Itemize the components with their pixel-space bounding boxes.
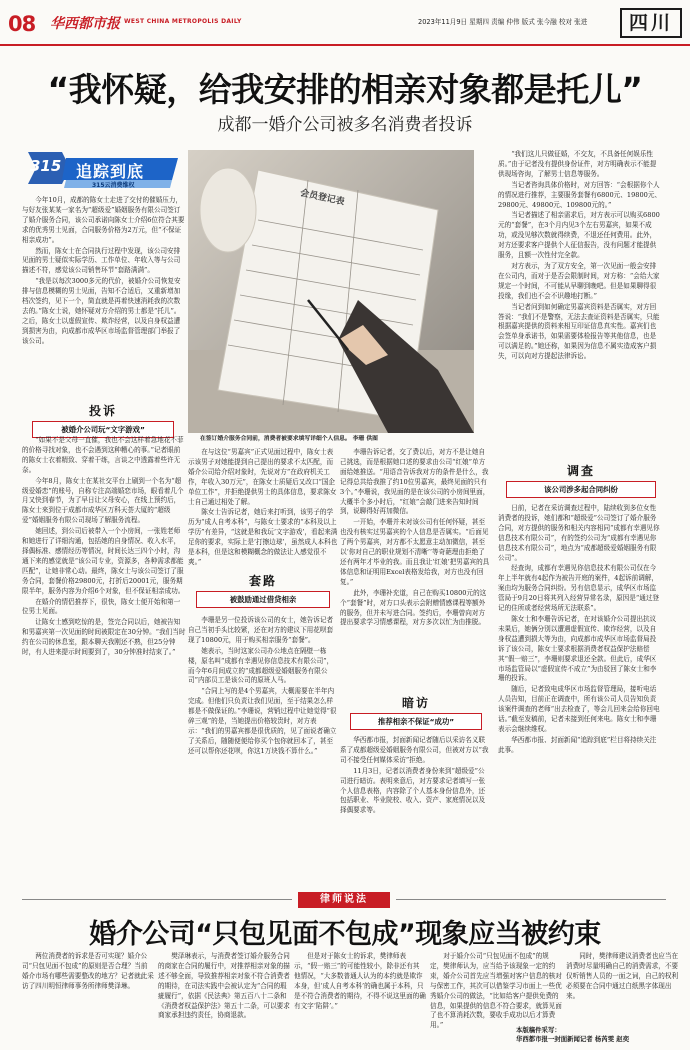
section-header-undercover [350,694,482,730]
undercover-continued-column [498,150,662,363]
section-tag: 投诉 [88,404,117,418]
trap-paragraph: 李珊是另一位投诉该公司的女士，她告诉记者自己当初手头比较紧，还在对方的建议下用花呗套现了10800元，用于购买相亲服务“套餐”。 [188,616,334,644]
section-tag: 暗访 [401,696,430,710]
page-number: 08 [8,12,36,36]
law-paragraph: 同时，樊律师建议消费者也应当在消费时尽量明确自己的消费需求，不要仅听销售人员的一面之词，自己的权利必须要在合同中通过白纸黑字体现出来。 [566,952,679,1000]
law-column [566,952,682,1003]
investigation-paragraph: 经查询，成都有幸遇见你信息技术有限公司仅在今年上半年就有4起作为被告开庭的案件，4起诉前调解，案由均为服务合同纠纷。另有信息显示，成华区市场监管局于9月20日将其列入经营异常名录，原因是“通过登记的住所或者经营场所无法联系”。 [498,564,660,613]
byline [516,1026,686,1044]
undercover-paragraph: 11月3日，记者以消费者身份来到“超级爱”公司进行暗访。表明来意后，对方要求记者填写一张个人信息表格，内容除了个人基本身份信息外，还包括职业、毕业院校、收入、资产、家庭情况以及择偶要求等。 [340,766,486,815]
investigation-paragraph: 日前，记者在采访调查过程中，陆续收到多位女性消费者的投诉，她们都和“超级爱”公司签订了婚介服务合同，对方提供的服务和相关内容相同“成都有幸遇见你信息技术有限公司”，有的签约公司为“成都有幸遇见你信息技术有限公司”，地点为“成都超级爱婚姻服务有限公司”。 [498,504,660,562]
logo-number: 315 [30,157,62,175]
paper-name-en: WEST CHINA METROPOLIS DAILY [124,18,242,25]
undercover-paragraph: 对方表示，为了双方安全，第一次见面一般会安排在公司内，而对于是否会限制时间，对方称：“会给大家规定一个时间，不可能从早聊到晚吧。但是如果聊得很投缘，我们也不会不识趣地打断。” [498,261,660,300]
section-title: 被鼓励通过借贷相亲 [196,591,330,608]
subheadline: 成都一婚介公司被多名消费者投诉 [217,115,473,135]
logo-subtitle: 315云消费维权 [92,182,135,189]
paper-name-logo: 华西都市报 [50,16,120,32]
trap-paragraph: 李珊告诉记者，交了费以后，对方不是让她自己挑选，而是根据她口述的要求由公司“红娘”单方面给她推送。“用语音告诉我对方的条件是什么，我记得总共给我推了约10位男嘉宾，最终见面的只有3个。”李珊说，我见面的是在该公司的小房间里面，大概半个多小时后，“红娘”会敲门进来告知时间到，说聊得好再加微信。 [340,448,490,516]
section-title: 被婚介公司玩“文字游戏” [32,421,174,438]
section-header-complaint [32,402,174,438]
undercover-paragraph: 当记者描述了相亲需求后，对方表示可以购买6800元的“套餐”，在3个月内见3个左右男嘉宾，如果不成功，或没见够次数就得续费，不退还任何费用。此外，对方还要求客户提供个人征信报告，没有问题才能提供服务，且额一次性付完全款。 [498,211,660,260]
form-title: 会员登记表 [299,188,346,208]
complaint-paragraph: “如果不是父母一直催，我也不会这样着急地花不菲的价格寻找对象，也不会遇到这种糟心的事。”记者眼前的陈女士衣着精致、穿着干练，言谈之中透露着些许无奈。 [22,436,184,474]
trap-paragraph: 一开始，李珊并未对该公司有任何怀疑，甚至也没有核实过男嘉宾的个人信息是否属实。“后面见了两个男嘉宾，对方都不太愿意主动加微信，甚至以‘你对自己的职业规划不清晰’‘等奇葩理由拒绝了还有两年才毕业的我。而且我让‘红娘’把男嘉宾的具体信息和证明用Excel表格发给我，对方也没有回复。” [340,518,490,586]
complaint-paragraph: 今年8月，陈女士在某社交平台上刷到一个名为“超级爱婚恋”的账号，自称专注高端婚恋市场，眼看着几个月又快到春节，为了早日让父母安心，在线上预约后，陈女士来到位于成都市成华区万科天荟大厦的“超级爱”婚姻服务有限公司现场了解服务流程。 [22,476,184,525]
lead-column [22,196,186,348]
law-column [158,952,290,1022]
section-label: 四川 [620,8,682,38]
undercover-paragraph: “我们这儿只做征婚，不交友，不具备任何娱乐性质。”由于记者没有提供身份证件，对方明确表示不能提供现场咨询，了解男士信息等服务。 [498,150,657,178]
headline: “我怀疑，给我安排的相亲对象都是托儿” [47,70,643,109]
law-paragraph: 但是对于陈女士的诉求，樊律师表示，“假一赔三”的可能性较小，除非还有其他情况，“大多数普通人认为的本约就是欺诈本身，但‘成人自考本科’的确也属于本科，只是不符合消费者的期待，不得不说这里面的确有文字‘陷阱’。” [294,952,426,1010]
investigation-column [498,504,662,757]
undercover-paragraph: 当记者问到如何确定男嘉宾资料是否属实，对方回答说：“我们不是警察，无法去查证资料是否属实，只能根据嘉宾提供的资料来相互印证信息真实性。嘉宾们也会签单身承诺书，如果需要体检报告等其他信息，也是可以满足的。”她还称，如果因为信息不属实造成客户损失，可以向对方提起法律诉讼。 [498,302,660,361]
law-paragraph: 两位消费者的诉求是否可实现？婚介公司“只包见面不包成”的原则是否合理？当前婚介市场有哪些需要整改的地方？记者就此采访了四川明恒律师事务所律师樊泽琳。 [22,952,154,990]
section-title: 该公司涉多起合同纠纷 [506,481,656,498]
trap-column [188,616,338,758]
law-column [294,952,426,1012]
complaint-paragraph: 在婚介的情侣推荐下，很快，陈女士便开始和第一位男士见面。 [22,597,181,616]
undercover-paragraph: 当记者咨询具体价格时，对方回答：“会根据你个人的情况进行推荐，主要服务套餐有6800元、19800元、29800元、49800元、109800元的。” [498,180,662,209]
law-paragraph: 樊泽琳表示，与消费者签订婚介服务合同的商家在合同的履行中，对推荐相亲对象的描述不够全面，导致推荐相亲对象不符合消费者的期待，在司法实践中会被认定为“合同的瑕疵履行”，依据《民法典》第五百八十二条和《消费者权益保护法》第五十二条，可以要求商家承担违约责任，协商退款。 [158,952,290,1020]
law-column [430,952,562,1032]
law-headline: 婚介公司“只包见面不包成”现象应当被约束 [89,919,601,950]
byline-names: 华西都市报一封面新闻记者 杨芮雯 赵奕 [516,1035,630,1043]
logo-title: 追踪到底 [76,162,145,181]
lead-paragraph: “我是以每次3000多元的代价，被婚介公司恢复安排与信息模糊的男士见面，告知不合适后，又重新增加档次签约，见下一个，简直就是再着快速消耗我的次数去的。”陈女士说，她怀疑对方介绍的男士都是“托儿”。之后，陈女士以虚假宣传、欺诈经营，以及自身权益遭到损害为由，向成都市成华区市场监督管理部门举报了该公司。 [22,277,181,345]
complaint-paragraph: 让陈女士感到吃惊的是，签完合同以后，她被告知和男嘉宾第一次见面的时间被限定在30分钟。“我们当时约在公司的休息室，跟本聊天我刚还不熟，但25分钟时，有人进来提示时间要到了，30分钟准时结束了。” [22,618,186,657]
section-header-investigation [506,462,656,498]
column-logo [22,148,182,190]
section-header-trap [196,572,330,608]
complaint-paragraph: 她回述，到公司后被带入一个小房间，一张姓老师和她进行了详细沟通，包括她的自身情况、收入水平，择偶标准、感情经历等情况，时间长达三四个小时，沟通下来的感觉就是“该公司专业，资源多，各种需求都能匹配”，让她非常心动。最终，陈女士与该公司签订了服务合同，套餐价格29800元，打折后20001元，服务期限半年，服务内容为介绍6个对象，但不保证相亲成功。 [22,527,185,595]
complaint-paragraph: 陈女士告诉记者，她后来打听到，该男子的学历为“成人自考本科”，与陈女士要求的“本科及以上学历”有差异，“这就是和我玩‘文字游戏’，看起来满足你的要求，实际上是‘打擦边球’，虽然成人本科也是本科，但是这和模糊概念的做法让人感觉很不爽。” [188,508,338,566]
investigation-paragraph: 随后，记者致电成华区市场监督管理局，接听电话人员告知，目前正在调查中，所有该公司人员告知负责该案件调查的老师“出去检查了，等会儿回来会给你回电话。”截至发稿前，记者未接到任何来电。陈女士和李珊表示会继续维权。 [498,685,660,733]
undercover-column [340,736,490,817]
trap-paragraph: 她表示，当时这家公司办公地点在隔壁一栋楼，原名叫“成都有幸遇见你信息技术有限公司”，而今年6月间成立的“成都超级爱婚姻服务有限公司”内部员工是该公司的原班人马。 [188,646,334,685]
trap-paragraph: 此外，李珊补充道，自己在购买10800元的这个“套餐”时，对方口头表示会附赠情感课程等额外的服务，但并未写进合同。签约后，李珊曾向对方提出要求学习情感课程，对方多次以忙为由推脱。 [340,588,487,627]
section-tag: 调查 [566,464,595,478]
divider [396,899,666,900]
investigation-paragraph: 华西都市报、封面新闻“追踪到底”栏目将持续关注此事。 [498,735,657,754]
investigation-paragraph: 陈女士和李珊告诉记者，在对该婚介公司提出抗议未果后，她俩分别以遭遇虚假宣传、欺诈经营，以及自身权益遭到损大等为由，向成都市成华区市场监督局投诉了该公司，陈女士要求根据消费者权益保护法赔偿其“假一赔三”，李珊则要求退还全款。但此后，成华区市场监管局以“虚假宣传不成立”为由驳回了陈女士和李珊的投诉。 [498,614,657,683]
news-photo [188,150,474,433]
section-tag: 套路 [248,574,277,588]
section-title: 推荐相亲不保证“成功” [350,713,482,730]
law-tag: 律师说法 [298,892,390,908]
law-column [22,952,154,993]
undercover-paragraph: 华西都市报，封面新闻记者随后以采访名义联系了成都超级爱婚姻服务有限公司，但被对方以“我司不接受任何媒体采访”拒绝。 [340,736,489,764]
trap-continued-column [340,448,490,629]
complaint-paragraph: 在与这位“男嘉宾”正式见面过程中，陈女士表示该男子对她能提到自己提出的要求不太匹配，而婚介公司给介绍对象时，先说对方“在政府机关工作，年收入30万元”，在陈女士质疑后又改口“国企单位工作”，并拒绝提供男士的具体信息，要求陈女士自己通过相处了解。 [188,448,337,506]
complaint-trap-column [188,448,338,569]
law-paragraph: 对于婚介公司“只包见面不包成”的规定，樊律师认为，应当给予该现象一定的约束，婚介公司首先应当增强对客户信息的核对与保密工作，其次可以借鉴学习市面上一些优秀婚介公司的做法，“比如给客户提供免费的信息，如果提供的信息不符合要求，就算见面了也不算消耗次数，要收手成功以后才算费用。” [430,952,562,1030]
trap-paragraph: “合同上写的是4个男嘉宾，大概需要在半年内完成。但他们只负责让我们见面，至于结果怎么样都是不做保证的。”李珊说，营销过程中让她觉得“很碎三观”的是，当她提出价格较贵时，对方表示：“我们的男嘉宾都是很优质的，见了面说者确立了关系后，随随便便给你买个包你就回本了，甚至还可以帮你还花呗，你这1万块钱不算什么。” [188,687,337,755]
complaint-column [22,436,186,659]
lead-paragraph: 今年10月，成都的陈女士走进了交付的催婚压力，与好友张某某一家名为“超级爱”婚姻服务有限公司签订了婚介服务合同，该公司承诺向陈女士介绍6位符合其要求的优秀男士见面，合同服务价格为2万元，但“不保证相亲成功”。 [22,196,185,244]
photo-caption: 在签订婚介服务合同前，消费者被要求填写详细个人信息。 李珊 供图 [200,436,378,442]
date-line: 2023年11月9日 星期四 责编 仲伟 版式 张今融 校对 张进 [418,18,588,26]
byline-label: 本版稿件采写： [516,1026,561,1034]
lead-paragraph: 然而，陈女士在合同执行过程中发现，该公司安排见面的男士疑似实际学历、工作单位、年收入等与公司描述不符，感觉该公司销售环节“套路满满”。 [22,246,181,275]
divider [22,899,292,900]
